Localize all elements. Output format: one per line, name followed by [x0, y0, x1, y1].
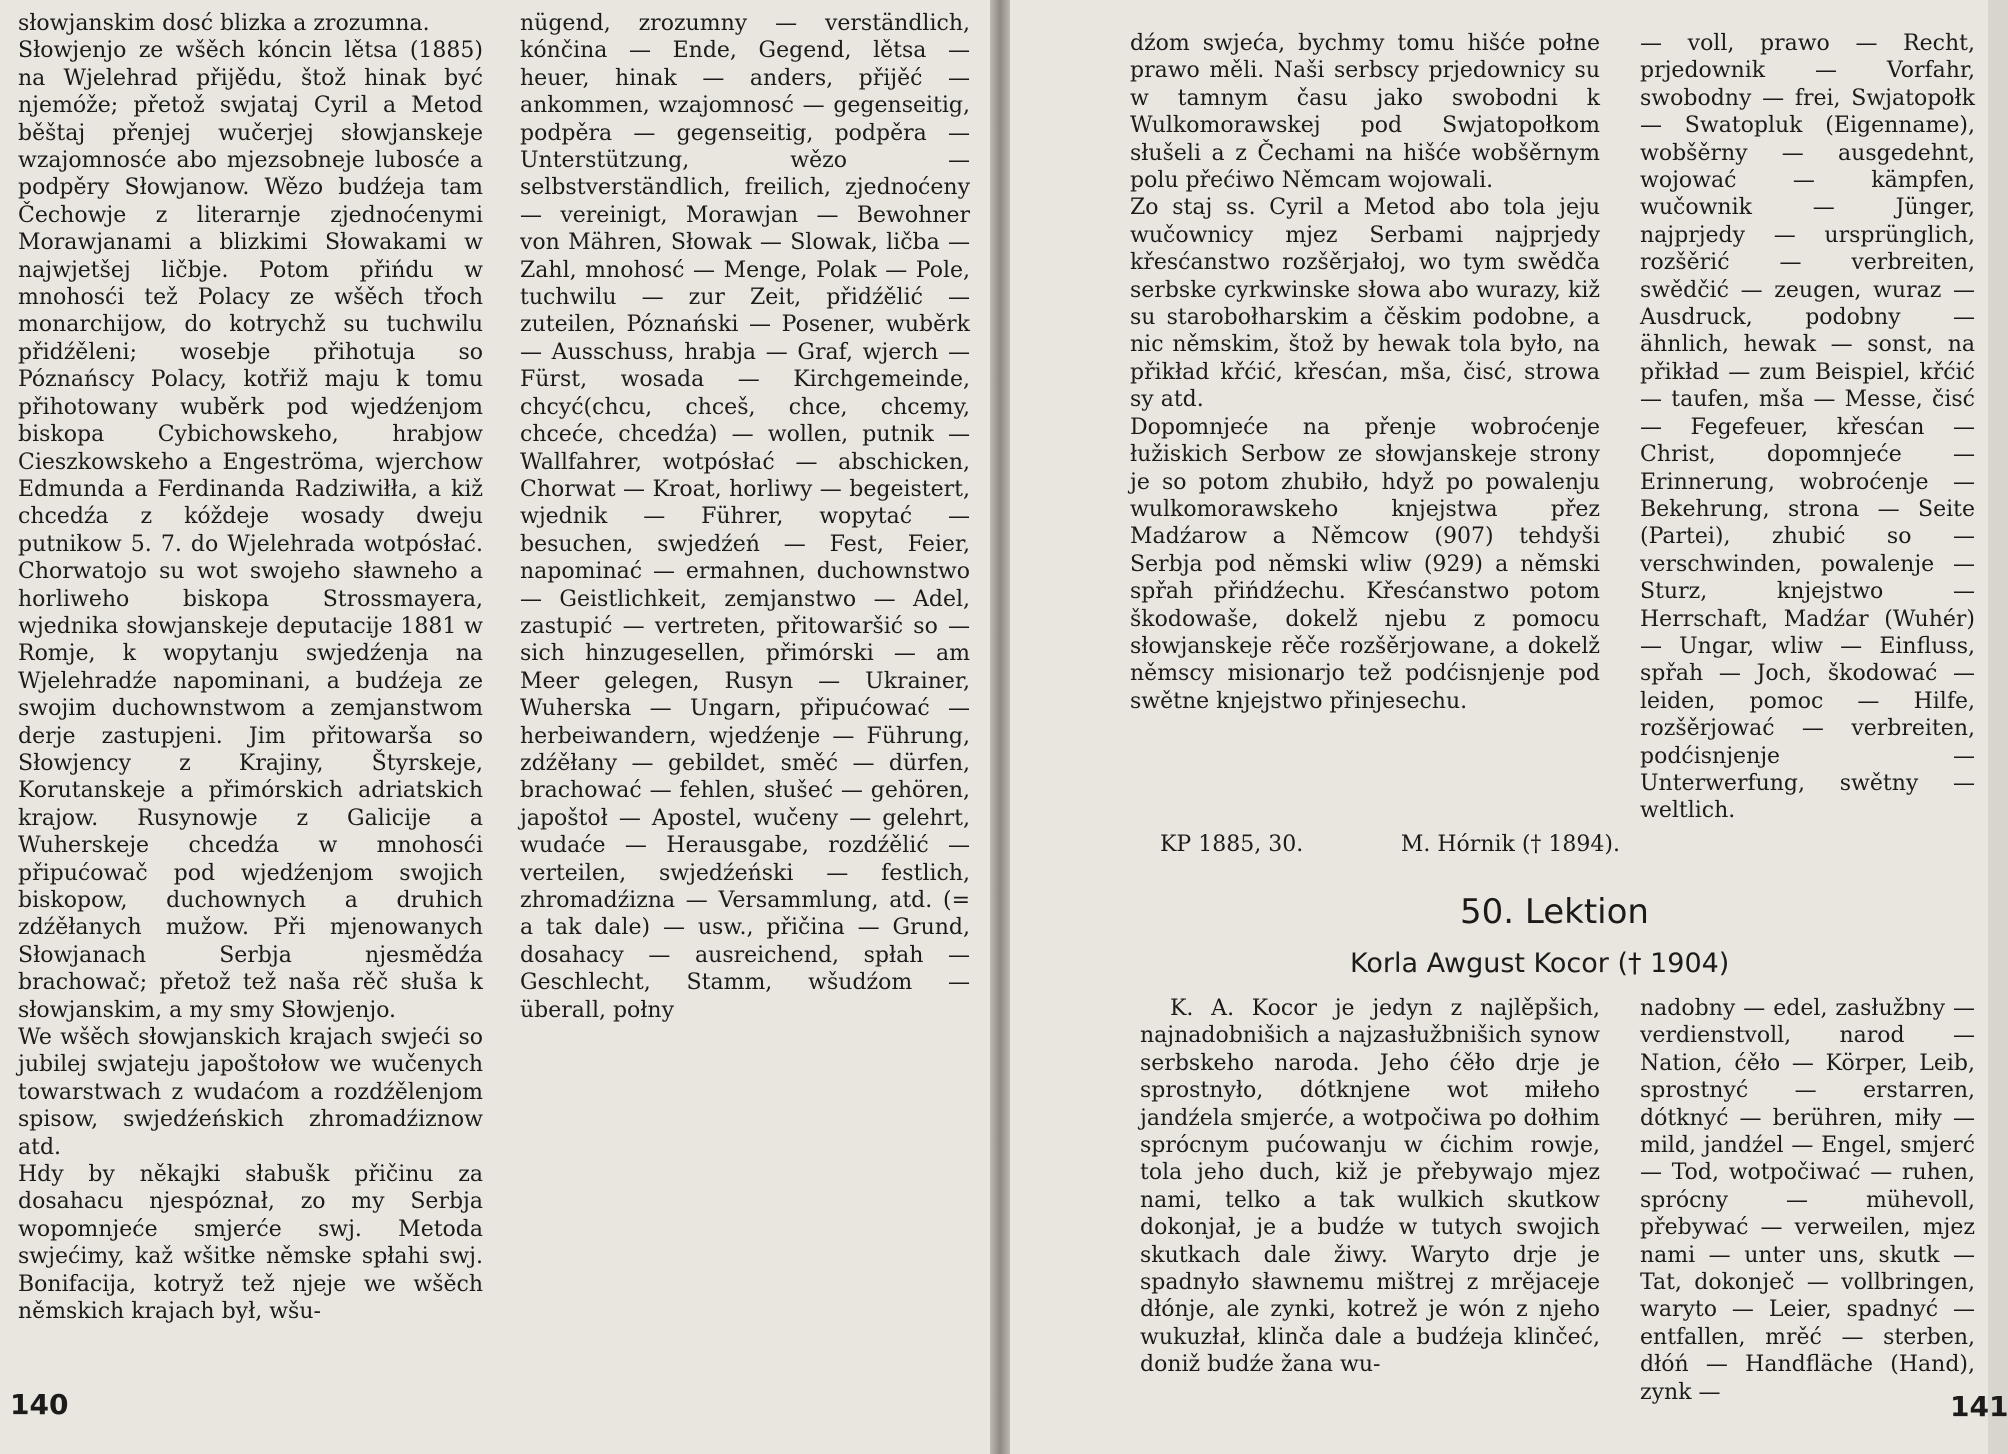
left-page — [0, 0, 990, 1454]
paragraph: K. A. Kocor je jedyn z najlěpšich, najnadobnišich a najzasłužbnišich synow serbskeho naroda. Jeho ćěło drje je sprostnyło, dótknjene wot miłeho jandźela smjerće, a wotpočiwa po dołhim sprócnym pućowanju w ćichim rowje, tola jeho duch, kiž je přebywajo mjez nami, telko a tak wulkich skutkow dokonjał, je a budźe w tutych swojich skutkach dale žiwy. Waryto drje je spadnyło sławnemu mištrej z mrějaceje dłónje, ale zynki, kotrež je wón z njeho wukuzłał, klinča dale a budźeja klinčeć, doniž budźe žana wu- — [1140, 996, 1600, 1378]
lesson-vocabulary-column — [1640, 995, 1975, 1406]
right-page-text-column — [1130, 30, 1600, 715]
book-gutter — [990, 0, 1010, 1454]
paragraph: Słowjenjo ze wšěch kóncin lětsa (1885) na Wjelehrad přijědu, štož hinak być njemóže; přetož swjataj Cyril a Metod běštaj přenjej wučerjej słowjanskeje wzajomnosće abo mjezsobneje lubosće a podpěry Słowjanow. Wězo budźeja tam Čechowje z literarnje zjednoćenymi Morawjanami a blizkimi Słowakami w najwjetšej ličbje. Potom přińdu w mnohosći tež Polacy ze wšěch třoch monarchijow, do kotrychž su tuchwilu přidźěleni; wosebje přihotuja so Póznańscy Polacy, kotřiž maju k tomu přihotowany wuběrk pod wjedźenjom biskopa Cybichowskeho, hrabjow Cieszkowskeho a Engeströma, wjerchow Edmunda a Ferdinanda Radziwiłła, a kiž chcedźa z kóždeje wosady dweju putnikow 5. 7. do Wjelehrada wotpósłać. Chorwatojo su wot swojeho sławneho a horliweho biskopa Strossmayera, wjednika słowjanskeje deputacije 1881 w Romje, k wopytanju swjedźenja na Wjelehradźe napominani, a budźeja ze swojim duchownstwom a zemjanstwom derje zastupjeni. Jim přitowarša so Słowjency z Krajiny, Štyrskeje, Korutanskeje a přimórskich adriatskich krajow. Rusynowje z Galicije a Wuherskeje chcedźa w mnohosći připućowač pod wjedźenjom swojich biskopow, duchownych a druhich zdźěłanych mužow. Při mjenowanych Słowjanach Serbja njesmědźa brachowač; přetož tež naša rěč słuša k słowjanskim, a my smy Słowjenjo. — [18, 38, 483, 1023]
lesson-text-column — [1140, 995, 1600, 1379]
paragraph: dźom swjeća, bychmy tomu hišće połne prawo měli. Naši serbscy prjedownicy su w tamnym času jako swobodni k Wulkomorawskej pod Swjatopołkom słušeli a z Čechami na hišće wobšěrnym polu přećiwo Němcam wojowali. — [1130, 31, 1600, 194]
right-page — [1010, 0, 2008, 1454]
source-reference: KP 1885, 30. — [1160, 832, 1304, 857]
author-credit: M. Hórnik († 1894). — [1400, 832, 1620, 857]
vocabulary-list: nügend, zrozumny — verständlich, kónčina — Ende, Gegend, lětsa — heuer, hinak — anders, přijěć — ankommen, wzajomnosć — gegenseitig, podpěra — gegenseitig, podpěra — Unterstützung, wězo — selbstverständlich, freilich, zjednoćeny — vereinigt, Morawjan — Bewohner von Mähren, Słowak — Slowak, ličba — Zahl, mnohosć — Menge, Polak — Pole, tuchwilu — zur Zeit, přidźělić — zuteilen, Póznański — Posener, wuběrk — Ausschuss, hrabja — Graf, wjerch — Fürst, wosada — Kirchgemeinde, chcyć(chcu, chceš, chce, chcemy, chceće, chcedźa) — wollen, putnik — Wallfahrer, wotpósłać — abschicken, Chorwat — Kroat, horliwy — begeistert, wjednik — Führer, wopytać — besuchen, swjedźeń — Fest, Feier, napominać — ermahnen, duchownstwo — Geistlichkeit, zemjanstwo — Adel, zastupić — vertreten, přitowaršić so — sich hinzugesellen, přimórski — am Meer gelegen, Rusyn — Ukrainer, Wuherska — Ungarn, připućować — herbeiwandern, wjedźenje — Führung, zdźěłany — gebildet, směć — dürfen, brachować — fehlen, słušeć — gehören, japoštoł — Apostel, wučeny — gelehrt, wudaće — Herausgabe, rozdźělić — verteilen, swjedźeński — festlich, zhromadźizna — Versammlung, atd. (= a tak dale) — usw., přičina — Grund, dosahacy — ausreichend, spłah — Geschlecht, Stamm, wšudźom — überall, połny — [520, 11, 970, 1023]
vocabulary-list: — voll, prawo — Recht, prjedownik — Vorfahr, swobodny — frei, Swjatopołk — Swatopluk (Eigenname), wobšěrny — ausgedehnt, wojować — kämpfen, wučownik — Jünger, najprjedy — ursprünglich, rozšěrić — verbreiten, swědčić — zeugen, wuraz — Ausdruck, podobny — ähnlich, hewak — sonst, na přikład — zum Beispiel, křćić — taufen, mša — Messe, čisć — Fegefeuer, křesćan — Christ, dopomnjeće — Erinnerung, wobroćenje — Bekehrung, strona — Seite (Partei), zhubić so — verschwinden, powalenje — Sturz, knjejstwo — Herrschaft, Madźar (Wuhér) — Ungar, wliw — Einfluss, spřah — Joch, škodować — leiden, pomoc — Hilfe, rozšěrjować — verbreiten, podćisnjenje — Unterwerfung, swětny — weltlich. — [1640, 31, 1975, 824]
paragraph: Hdy by někajki słabušk přičinu za dosahacu njespóznał, zo my Serbja wopomnjeće smjerće swj. Metoda swjećimy, kaž wšitke němske spłahi swj. Bonifacija, kotryž tež njeje we wšěch němskich krajach był, wšu- — [18, 1162, 483, 1325]
left-page-text-column — [18, 10, 483, 1326]
paragraph: We wšěch słowjanskich krajach swjeći so jubilej swjateju japoštołow we wučenych towarstwach z wudaćom a rozdźělenjom spisow, swjedźeńskich zhromadźiznow atd. — [18, 1025, 483, 1160]
paragraph: słowjanskim dosć blizka a zrozumna. — [18, 11, 430, 36]
right-page-vocabulary-column — [1640, 30, 1975, 825]
lesson-author-heading: Korla Awgust Kocor († 1904) — [1350, 948, 1730, 979]
page-number: 140 — [10, 1388, 69, 1421]
paragraph: Dopomnjeće na přenje wobroćenje łužiskich Serbow ze słowjanskeje strony je so potom zhubiło, hdyž po powalenju wulkomorawskeho knjejstwa přez Madźarow a Němcow (907) tehdyši Serbja pod němski wliw (929) a němski spřah přińdźechu. Křesćanstwo potom škodowaše, dokelž njebu z pomocu słowjanskeje rěče rozšěrjowane, a dokelž němscy misionarjo tež podćisnjenje pod swětne knjejstwo přinjesechu. — [1130, 414, 1600, 714]
left-page-vocabulary-column — [520, 10, 970, 1024]
source-citation — [1160, 832, 1620, 857]
page-number: 141 — [1950, 1390, 2008, 1423]
lesson-heading: 50. Lektion — [1460, 892, 1649, 932]
vocabulary-list: nadobny — edel, zasłužbny — verdienstvoll, narod — Nation, ćěło — Körper, Leib, sprostnyć — erstarren, dótknyć — berühren, miły — mild, jandźel — Engel, smjerć — Tod, wotpočiwać — ruhen, sprócny — mühevoll, přebywać — verweilen, mjez nami — unter uns, skutk — Tat, dokonječ — vollbringen, waryto — Leier, spadnyć — entfallen, mrěć — sterben, dłóń — Handfläche (Hand), zynk — — [1640, 996, 1975, 1405]
paragraph: Zo staj ss. Cyril a Metod abo tola jeju wučownicy mjez Serbami najprjedy křesćanstwo rozšěrjałoj, wo tym swědča serbske cyrkwinske słowa abo wurazy, kiž su starobołharskim a čěskim podobne, a nic němskim, štož by hewak tola było, na přikład křćić, křesćan, mša, čisć, strowa sy atd. — [1130, 195, 1600, 413]
